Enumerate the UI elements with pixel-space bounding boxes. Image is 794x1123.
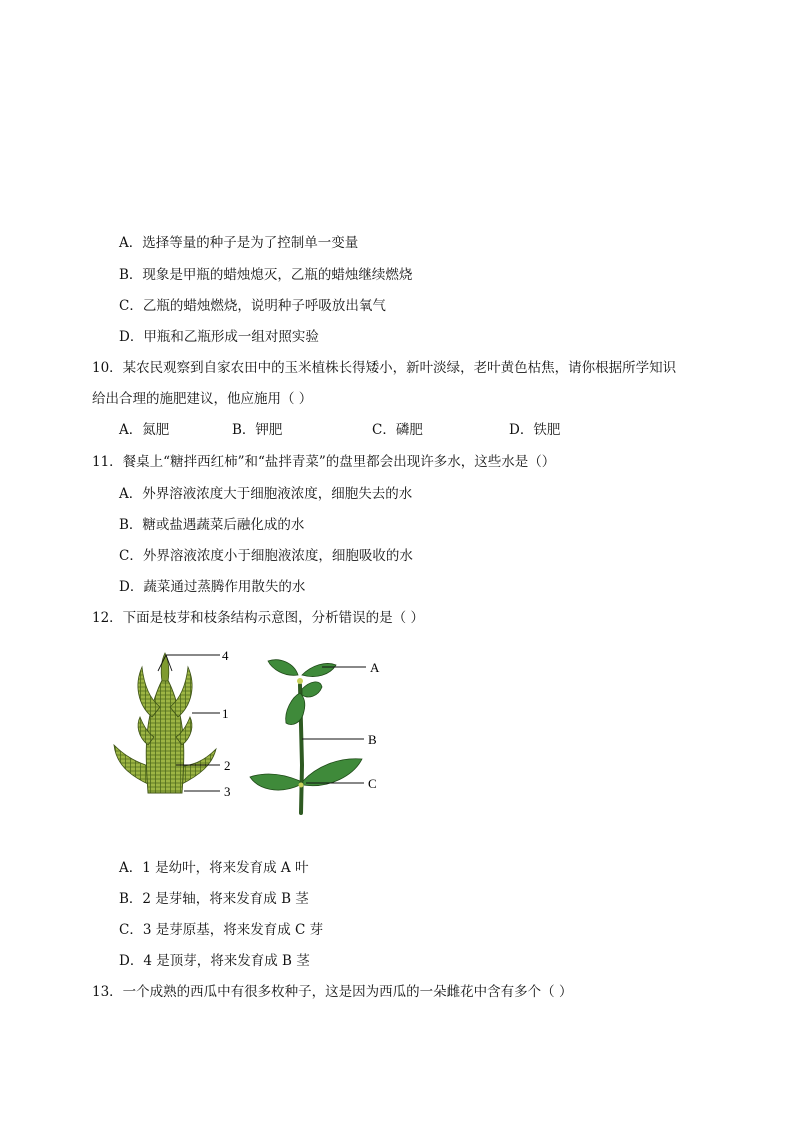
q13-stem: 13．一个成熟的西瓜中有很多枚种子，这是因为西瓜的一朵雌花中含有多个（ ）	[92, 984, 573, 1000]
branch-illustration	[250, 660, 380, 813]
middle-leaf-right	[302, 682, 322, 697]
label-b: B	[368, 732, 377, 747]
q11-option-b: B．糖或盐遇蔬菜后融化成的水	[119, 517, 305, 533]
lower-leaf-left	[250, 774, 300, 790]
top-leaf-right	[302, 663, 336, 676]
q9-option-c: C．乙瓶的蜡烛燃烧，说明种子呼吸放出氧气	[119, 298, 386, 314]
q10-option-b: B．钾肥	[232, 422, 283, 438]
q10-option-a: A．氮肥	[119, 422, 170, 438]
q11-option-a: A．外界溶液浓度大于细胞液浓度，细胞失去的水	[119, 486, 413, 502]
label-2: 2	[224, 758, 231, 773]
q11-option-c: C．外界溶液浓度小于细胞液浓度，细胞吸收的水	[119, 548, 413, 564]
q12-option-b: B．2 是芽轴，将来发育成 B 茎	[119, 891, 309, 907]
q9-option-b: B．现象是甲瓶的蜡烛熄灭，乙瓶的蜡烛继续燃烧	[119, 267, 413, 283]
q10-stem-line1: 10．某农民观察到自家农田中的玉米植株长得矮小，新叶淡绿，老叶黄色枯焦，请你根据所学知识	[92, 360, 677, 376]
label-c: C	[368, 776, 377, 791]
q12-option-c: C．3 是芽原基，将来发育成 C 芽	[119, 922, 324, 938]
lower-leaf-right	[303, 759, 362, 786]
label-3: 3	[224, 784, 231, 799]
label-1: 1	[222, 706, 229, 721]
bud-axis	[146, 675, 184, 793]
q11-option-d: D．蔬菜通过蒸腾作用散失的水	[119, 579, 306, 595]
top-leaf-left	[268, 660, 298, 676]
label-a: A	[370, 660, 380, 675]
bud-and-branch-diagram	[108, 645, 398, 815]
q11-stem: 11．餐桌上“糖拌西红柿”和“盐拌青菜”的盘里都会出现许多水，这些水是（）	[92, 454, 556, 470]
label-4: 4	[222, 648, 229, 663]
q12-option-a: A．1 是幼叶，将来发育成 A 叶	[119, 860, 309, 876]
bud-illustration	[114, 648, 231, 799]
q10-option-c: C．磷肥	[372, 422, 423, 438]
axillary-bud	[299, 783, 304, 788]
q9-option-a: A．选择等量的种子是为了控制单一变量	[119, 235, 359, 251]
q10-option-d: D．铁肥	[509, 422, 561, 438]
q12-option-d: D．4 是顶芽，将来发育成 B 茎	[119, 953, 310, 969]
q12-stem: 12．下面是枝芽和枝条结构示意图，分析错误的是（ ）	[92, 610, 424, 626]
q10-options	[119, 421, 639, 441]
q9-option-d: D．甲瓶和乙瓶形成一组对照实验	[119, 329, 319, 345]
q10-stem-line2: 给出合理的施肥建议，他应施用（ ）	[92, 391, 313, 407]
terminal-bud	[297, 678, 303, 684]
